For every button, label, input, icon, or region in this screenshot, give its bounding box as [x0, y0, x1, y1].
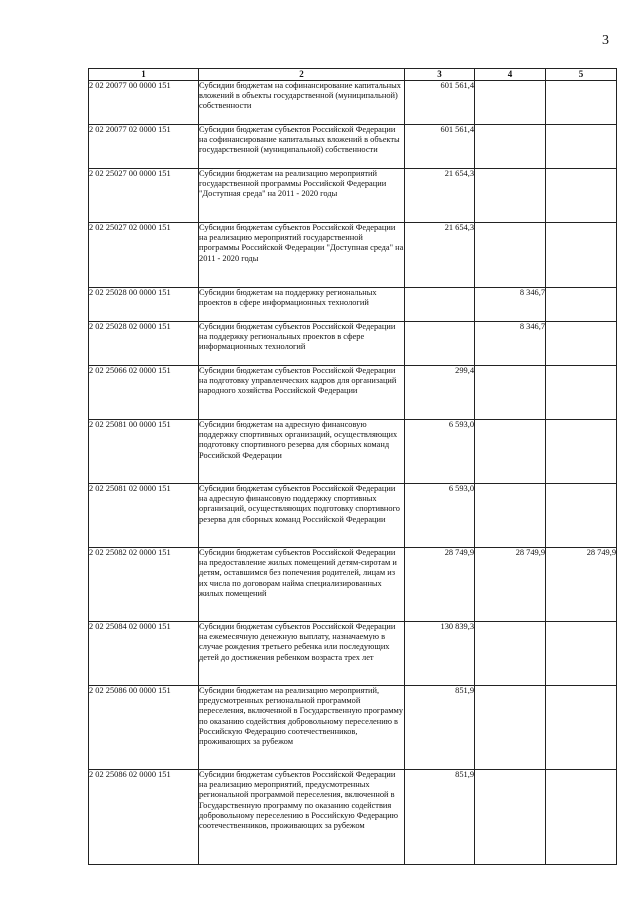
table-row [89, 81, 617, 125]
amount-col5-cell [546, 622, 617, 686]
amount-col5-cell [546, 223, 617, 288]
amount-col4-cell [475, 770, 546, 865]
amount-col4-cell [475, 686, 546, 770]
description-cell: Субсидии бюджетам субъектов Российской Федерации на ежемесячную денежную выплату, назначаемую в случае рождения третьего ребенка или последующих детей до достижения ребенком возраста трех лет [199, 622, 405, 686]
amount-col5-cell [546, 686, 617, 770]
amount-col3-cell: 601 561,4 [405, 125, 475, 169]
budget-code-cell: 2 02 25086 00 0000 151 [89, 686, 199, 770]
amount-col4-cell [475, 81, 546, 125]
description-cell: Субсидии бюджетам на поддержку региональных проектов в сфере информационных технологий [199, 288, 405, 322]
table-row [89, 223, 617, 288]
description-cell: Субсидии бюджетам на реализацию мероприятий государственной программы Российской Федерации "Доступная среда" на 2011 - 2020 годы [199, 169, 405, 223]
column-header: 1 [89, 69, 199, 81]
budget-code-cell: 2 02 25086 02 0000 151 [89, 770, 199, 865]
amount-col5-cell [546, 322, 617, 366]
description-cell: Субсидии бюджетам на реализацию мероприятий, предусмотренных региональной программой переселения, включенной в Государственную программу по оказанию содействия добровольному переселению в Российскую Федерацию соотечественников, проживающих за рубежом [199, 686, 405, 770]
amount-col5-cell [546, 169, 617, 223]
amount-col4-cell [475, 484, 546, 548]
amount-col3-cell: 851,9 [405, 770, 475, 865]
amount-col3-cell: 28 749,9 [405, 548, 475, 622]
amount-col4-cell [475, 125, 546, 169]
table-row [89, 169, 617, 223]
budget-code-cell: 2 02 25082 02 0000 151 [89, 548, 199, 622]
amount-col3-cell [405, 288, 475, 322]
budget-code-cell: 2 02 25081 02 0000 151 [89, 484, 199, 548]
description-cell: Субсидии бюджетам на софинансирование капитальных вложений в объекты государственной (муниципальной) собственности [199, 81, 405, 125]
description-cell: Субсидии бюджетам субъектов Российской Федерации на адресную финансовую поддержку спортивных организаций, осуществляющих подготовку спортивного резерва для сборных команд Российской Федерации [199, 484, 405, 548]
amount-col3-cell: 6 593,0 [405, 420, 475, 484]
table-header-row [89, 69, 617, 81]
table-row [89, 548, 617, 622]
amount-col4-cell: 8 346,7 [475, 322, 546, 366]
amount-col4-cell: 28 749,9 [475, 548, 546, 622]
table-row [89, 322, 617, 366]
amount-col4-cell [475, 169, 546, 223]
table-row [89, 484, 617, 548]
amount-col5-cell [546, 770, 617, 865]
amount-col3-cell: 851,9 [405, 686, 475, 770]
amount-col5-cell [546, 420, 617, 484]
amount-col4-cell [475, 622, 546, 686]
table-row [89, 686, 617, 770]
amount-col3-cell: 130 839,3 [405, 622, 475, 686]
amount-col3-cell: 21 654,3 [405, 223, 475, 288]
column-header: 5 [546, 69, 617, 81]
budget-code-cell: 2 02 25084 02 0000 151 [89, 622, 199, 686]
amount-col5-cell: 28 749,9 [546, 548, 617, 622]
budget-code-cell: 2 02 25027 00 0000 151 [89, 169, 199, 223]
table-row [89, 366, 617, 420]
amount-col3-cell [405, 322, 475, 366]
amount-col5-cell [546, 81, 617, 125]
column-header: 3 [405, 69, 475, 81]
table-row [89, 770, 617, 865]
amount-col5-cell [546, 288, 617, 322]
amount-col4-cell: 8 346,7 [475, 288, 546, 322]
budget-code-cell: 2 02 20077 00 0000 151 [89, 81, 199, 125]
amount-col3-cell: 601 561,4 [405, 81, 475, 125]
budget-code-cell: 2 02 25081 00 0000 151 [89, 420, 199, 484]
amount-col3-cell: 6 593,0 [405, 484, 475, 548]
amount-col5-cell [546, 125, 617, 169]
budget-code-cell: 2 02 25028 00 0000 151 [89, 288, 199, 322]
description-cell: Субсидии бюджетам субъектов Российской Федерации на поддержку региональных проектов в сфере информационных технологий [199, 322, 405, 366]
description-cell: Субсидии бюджетам субъектов Российской Федерации на подготовку управленческих кадров для организаций народного хозяйства Российской Федерации [199, 366, 405, 420]
description-cell: Субсидии бюджетам субъектов Российской Федерации на предоставление жилых помещений детям-сиротам и детям, оставшимся без попечения родителей, лицам из их числа по договорам найма специализированных жилых помещений [199, 548, 405, 622]
budget-table [88, 68, 617, 865]
amount-col3-cell: 299,4 [405, 366, 475, 420]
amount-col4-cell [475, 366, 546, 420]
table-row [89, 125, 617, 169]
amount-col5-cell [546, 366, 617, 420]
description-cell: Субсидии бюджетам субъектов Российской Федерации на софинансирование капитальных вложений в объекты государственной (муниципальной) собственности [199, 125, 405, 169]
amount-col5-cell [546, 484, 617, 548]
table-row [89, 420, 617, 484]
description-cell: Субсидии бюджетам на адресную финансовую поддержку спортивных организаций, осуществляющих подготовку спортивного резерва для сборных команд Российской Федерации [199, 420, 405, 484]
budget-code-cell: 2 02 25028 02 0000 151 [89, 322, 199, 366]
description-cell: Субсидии бюджетам субъектов Российской Федерации на реализацию мероприятий государственной программы Российской Федерации "Доступная среда" на 2011 - 2020 годы [199, 223, 405, 288]
amount-col3-cell: 21 654,3 [405, 169, 475, 223]
budget-code-cell: 2 02 25066 02 0000 151 [89, 366, 199, 420]
column-header: 4 [475, 69, 546, 81]
table-row [89, 288, 617, 322]
budget-code-cell: 2 02 20077 02 0000 151 [89, 125, 199, 169]
table-row [89, 622, 617, 686]
budget-code-cell: 2 02 25027 02 0000 151 [89, 223, 199, 288]
column-header: 2 [199, 69, 405, 81]
page-number: 3 [602, 33, 609, 48]
description-cell: Субсидии бюджетам субъектов Российской Федерации на реализацию мероприятий, предусмотренных региональной программой переселения, включенной в Государственную программу по оказанию содействия добровольному переселению в Российскую Федерацию соотечественников, проживающих за рубежом [199, 770, 405, 865]
amount-col4-cell [475, 223, 546, 288]
amount-col4-cell [475, 420, 546, 484]
